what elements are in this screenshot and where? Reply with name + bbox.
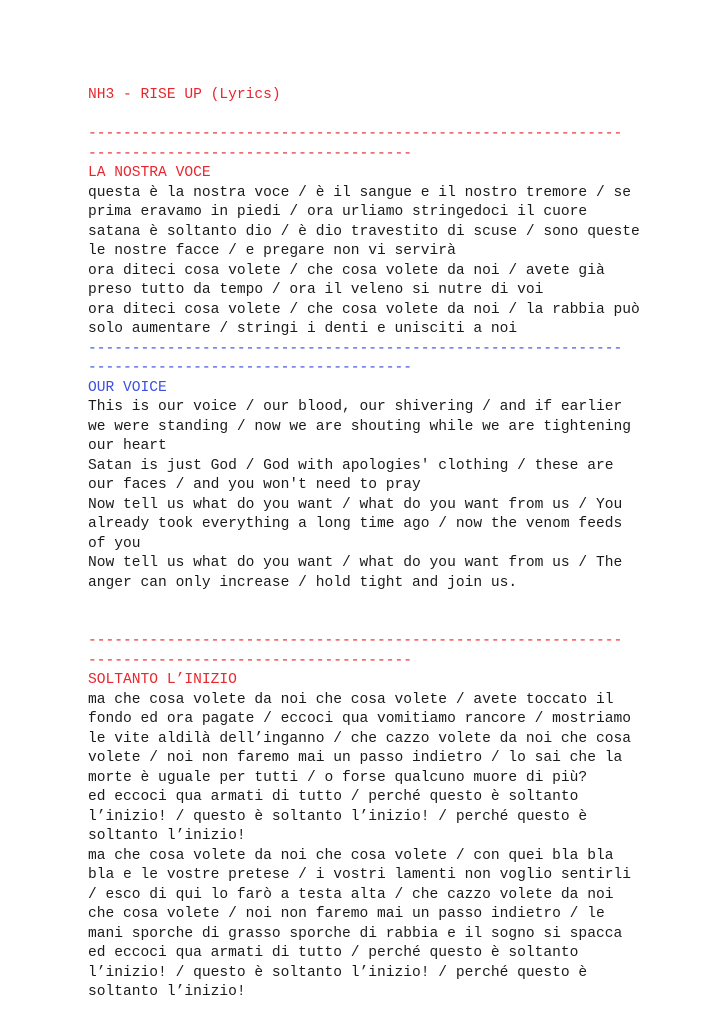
document-title: NH3 - RISE UP (Lyrics) [88,87,281,103]
section-heading-soltanto-l-inizio: SOLTANTO L’INIZIO [88,672,237,688]
lyric-line: ora diteci cosa volete / che cosa volete da noi / avete già preso tutto da tempo / ora il veleno si nutre di voi [88,262,605,298]
lyric-line: ed eccoci qua armati di tutto / perché questo è soltanto l’inizio! / questo è soltanto l’inizio! / perché questo è soltanto l’inizio! [88,945,588,1000]
section-heading-la-nostra-voce: LA NOSTRA VOCE [88,165,211,181]
section-divider-red-tail: ------------------------------------- [88,145,413,162]
section-divider-red-tail: ------------------------------------- [88,652,413,669]
lyric-line: Now tell us what do you want / what do you want from us / You already took everything a long time ago / now the venom feeds of you [88,496,623,552]
section-spacer [88,593,648,632]
lyric-line: satana è soltanto dio / è dio travestito di scuse / sono queste le nostre facce / e pregare non vi servirà [88,223,640,259]
section-divider-blue: ------------------------------------------------------------- [88,340,623,357]
section-divider-blue-tail: ------------------------------------- [88,360,413,376]
lyric-line: ora diteci cosa volete / che cosa volete da noi / la rabbia può solo aumentare / stringi i denti e unisciti a noi [88,301,640,337]
lyric-line: questa è la nostra voce / è il sangue e il nostro tremore / se prima eravamo in piedi / ora urliamo stringedoci il cuore [88,184,631,220]
lyrics-document [88,86,648,1003]
lyric-line: Satan is just God / God with apologies' clothing / these are our faces / and you won't need to pray [88,457,614,493]
section-heading-our-voice: OUR VOICE [88,379,167,396]
lyric-line: Now tell us what do you want / what do you want from us / The anger can only increase / hold tight and join us. [88,555,623,591]
lyric-line: ma che cosa volete da noi che cosa volete / avete toccato il fondo ed ora pagate / eccoci qua vomitiamo rancore / mostriamo le vite aldilà dell’inganno / che cazzo volete da noi che cosa volete / noi non faremo mai un passo indietro / lo sai che la morte è uguale per tutti / o forse qualcuno muore di più? [88,691,631,786]
section-divider-red: ------------------------------------------------------------- [88,126,623,142]
lyric-line: This is our voice / our blood, our shivering / and if earlier we were standing / now we are shouting while we are tightening our heart [88,399,631,454]
section-divider-red: ------------------------------------------------------------- [88,633,623,649]
lyric-line: ma che cosa volete da noi che cosa volete / con quei bla bla bla e le vostre pretese / i vostri lamenti non voglio sentirli / esco di qui lo farò a testa alta / che cazzo volete da noi che cosa volete / noi non faremo mai un passo indietro / le mani sporche di grasso sporche di rabbia e il sogno si spacca [88,847,631,942]
lyric-line: ed eccoci qua armati di tutto / perché questo è soltanto l’inizio! / questo è soltanto l’inizio! / perché questo è soltanto l’inizio! [88,789,588,844]
